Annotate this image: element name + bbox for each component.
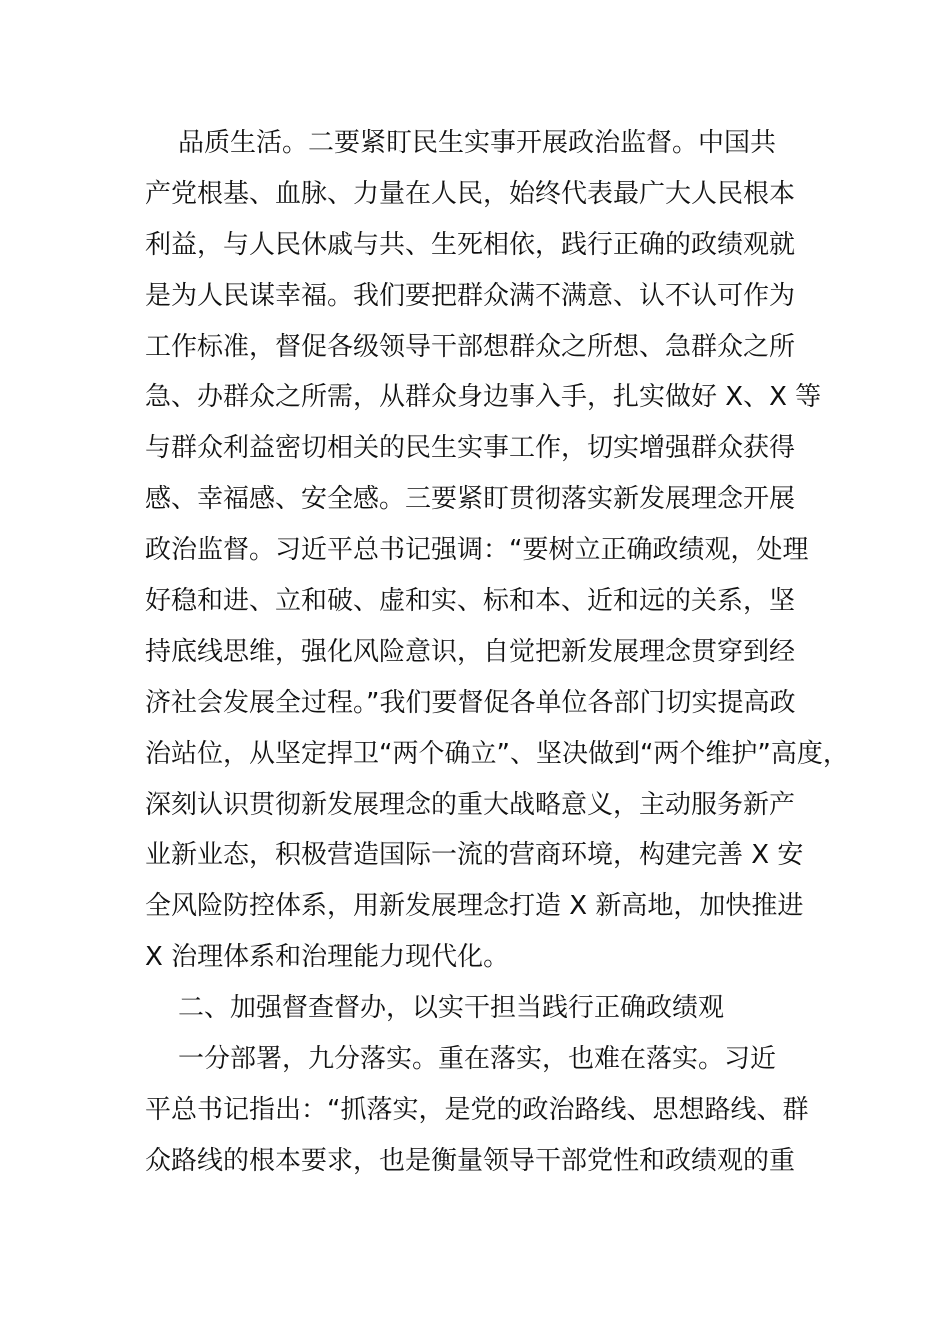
text-line: 一分部署，九分落实。重在落实，也难在落实。习近 <box>145 1044 777 1075</box>
text-line: 工作标准，督促各级领导干部想群众之所想、急群众之所 <box>145 331 796 362</box>
text-line: 是为人民谋幸福。我们要把群众满不满意、认不认可作为 <box>145 280 796 311</box>
text-line: 与群众利益密切相关的民生实事工作，切实增强群众获得 <box>145 433 796 464</box>
text-line: 品质生活。二要紧盯民生实事开展政治监督。中国共 <box>145 128 777 158</box>
text-line: 全风险防控体系，用新发展理念打造 X 新高地，加快推进 <box>145 891 804 922</box>
text-line: 济社会发展全过程。”我们要督促各单位各部门切实提高政 <box>145 687 796 718</box>
text-line: 众路线的根本要求，也是衡量领导干部党性和政绩观的重 <box>145 1145 796 1176</box>
text-line: 产党根基、血脉、力量在人民，始终代表最广大人民根本 <box>145 178 796 209</box>
text-line: 治站位，从坚定捍卫“两个确立”、坚决做到“两个维护”高度， <box>145 738 849 769</box>
text-line: 深刻认识贯彻新发展理念的重大战略意义，主动服务新产 <box>145 789 796 820</box>
text-line: 感、幸福感、安全感。三要紧盯贯彻落实新发展理念开展 <box>145 484 796 515</box>
text-line: 利益，与人民休戚与共、生死相依，践行正确的政绩观就 <box>145 229 796 260</box>
text-line: 业新业态，积极营造国际一流的营商环境，构建完善 X 安 <box>145 840 804 871</box>
text-line: 持底线思维，强化风险意识，自觉把新发展理念贯穿到经 <box>145 636 796 667</box>
section-heading: 二、加强督查督办，以实干担当践行正确政绩观 <box>145 993 725 1024</box>
body-text <box>145 118 849 1187</box>
text-line: X 治理体系和治理能力现代化。 <box>145 942 510 973</box>
text-line: 平总书记指出：“抓落实，是党的政治路线、思想路线、群 <box>145 1094 809 1125</box>
text-line: 急、办群众之所需，从群众身边事入手，扎实做好 X、X 等 <box>145 382 822 413</box>
text-line: 政治监督。习近平总书记强调：“要树立正确政绩观，处理 <box>145 535 809 566</box>
text-line: 好稳和进、立和破、虚和实、标和本、近和远的关系，坚 <box>145 586 796 617</box>
